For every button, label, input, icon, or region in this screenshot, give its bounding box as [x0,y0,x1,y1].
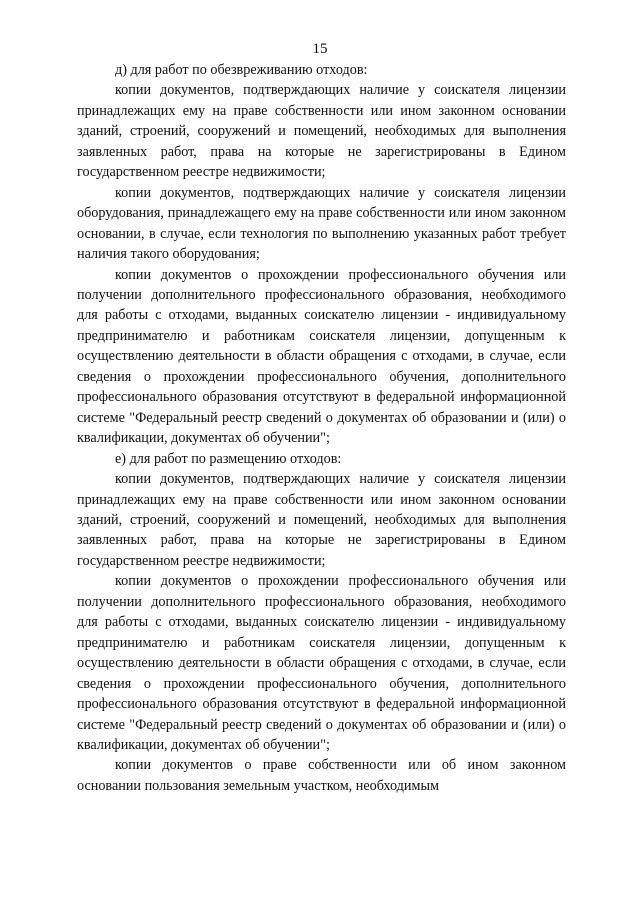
paragraph-continued: копии документов о праве собственности или об ином законном основании пользования земельным участком, необходимым [77,757,566,794]
paragraph: копии документов о прохождении профессионального обучения или получении дополнительного профессионального образования, необходимого для работы с отходами, выданных соискателю лицензии - индивидуальному предпринимателю и работникам соискателя лицензии, допущенным к осуществлению деятельности в области обращения с отходами, в случае, если сведения о прохождении профессионального обучения, дополнительного профессионального образования отсутствуют в федеральной информационной системе "Федеральный реестр сведений о документах об образовании и (или) о квалификации, документах об обучении"; [77,266,566,447]
section-heading-e: е) для работ по размещению отходов: [115,450,342,467]
paragraph: копии документов, подтверждающих наличие у соискателя лицензии принадлежащих ему на праве собственности или ином законном основании зданий, строений, сооружений и помещений, необходимых для выполнения заявленных работ, права на которые не зарегистрированы в Едином государственном реестре недвижимости; [77,82,566,181]
page-number: 15 [312,41,328,57]
paragraph: копии документов, подтверждающих наличие у соискателя лицензии принадлежащих ему на праве собственности или ином законном основании зданий, строений, сооружений и помещений, необходимых для выполнения заявленных работ, права на которые не зарегистрированы в Едином государственном реестре недвижимости; [77,471,566,569]
paragraph: копии документов о прохождении профессионального обучения или получении дополнительного профессионального образования, необходимого для работы с отходами, выданных соискателю лицензии - индивидуальному предпринимателю и работникам соискателя лицензии, допущенным к осуществлению деятельности в области обращения с отходами, в случае, если сведения о прохождении профессионального обучения, дополнительного профессионального образования отсутствуют в федеральной информационной системе "Федеральный реестр сведений о документах об образовании и (или) о квалификации, документах об обучении"; [77,573,566,753]
paragraph: копии документов, подтверждающих наличие у соискателя лицензии оборудования, принадлежащего ему на праве собственности или ином законном основании, в случае, если технология по выполнению указанных работ требует наличия такого оборудования; [77,184,566,263]
document-body [77,60,566,796]
section-heading-d: д) для работ по обезвреживанию отходов: [115,62,368,78]
